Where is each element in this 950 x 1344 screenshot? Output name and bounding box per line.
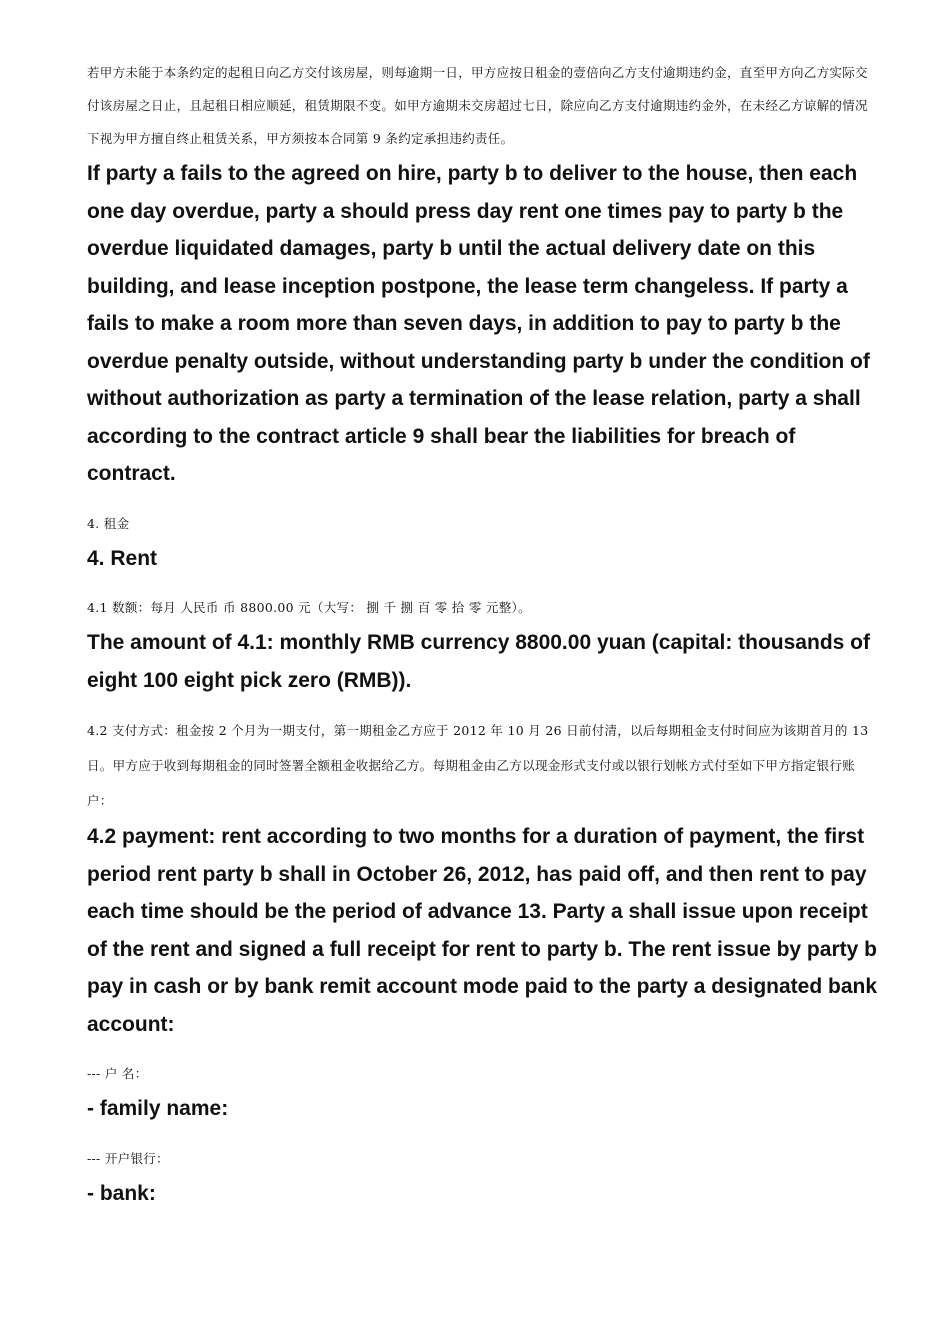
account-name-label-english: - family name: xyxy=(87,1097,229,1120)
document-page xyxy=(87,56,879,1212)
section-4-heading-english: 4. Rent xyxy=(87,546,158,570)
clause-4-1-english-text: The amount of 4.1: monthly RMB currency 8800.00 yuan (capital: thousands of eight 100 eight pick zero (RMB)). xyxy=(87,631,870,692)
bank-label-chinese: --- 开户银行： xyxy=(87,1150,169,1166)
clause-3-chinese-text: 若甲方未能于本条约定的起租日向乙方交付该房屋，则每逾期一日，甲方应按日租金的壹倍向乙方支付逾期违约金，直至甲方向乙方实际交付该房屋之日止，且起租日相应顺延，租赁期限不变。如甲方逾期未交房超过七日，除应向乙方支付逾期违约金外，在未经乙方谅解的情况下视为甲方擅自终止租赁关系，甲方须按本合同第 9 条约定承担违约责任。 xyxy=(87,65,868,146)
clause-4-2-chinese-text: 4.2 支付方式：租金按 2 个月为一期支付，第一期租金乙方应于 2012 年 10 月 26 日前付清，以后每期租金支付时间应为该期首月的 13 日。甲方应于收到每期租金的同时签署全额租金收据给乙方。每期租金由乙方以现金形式支付或以银行划帐方式付至如下甲方指定银行账户： xyxy=(87,723,869,808)
section-4-heading-chinese: 4. 租金 xyxy=(87,515,130,531)
clause-4-1-chinese-text: 4.1 数额：每月 人民币 币 8800.00 元（大写： 捌 千 捌 百 零 拾 零 元整）。 xyxy=(87,600,531,615)
bank-label-english: - bank: xyxy=(87,1181,156,1205)
clause-4-2-english-text: 4.2 payment: rent according to two months for a duration of payment, the first period rent party b shall in October 26, 2012, has paid off, and then rent to pay each time should be the period of advance 13. Party a shall issue upon receipt of the rent and signed a full receipt for rent to party b. The rent issue by party b pay in cash or by bank remit account mode paid to the party a designated bank account: xyxy=(87,825,878,1036)
account-name-label-chinese: --- 户 名： xyxy=(87,1066,148,1081)
clause-3-english-text: If party a fails to the agreed on hire, party b to deliver to the house, then each one day overdue, party a should press day rent one times pay to party b the overdue liquidated damages, party b until the actual delivery date on this building, and lease inception postpone, the lease term changeless. If party a fails to make a room more than seven days, in addition to pay to party b the overdue penalty outside, without understanding party b under the condition of without authorization as party a termination of the lease relation, party a shall according to the contract article 9 shall bear the liabilities for breach of contract. xyxy=(87,162,870,485)
